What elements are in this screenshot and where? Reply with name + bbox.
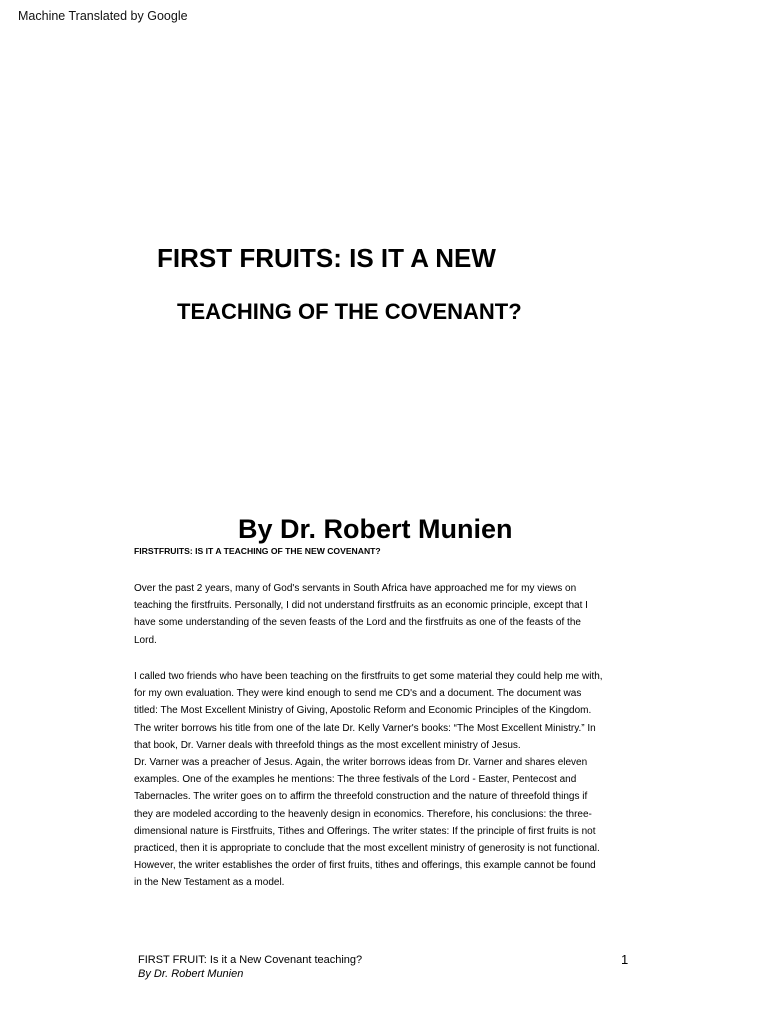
paragraph-line: The writer borrows his title from one of the late Dr. Kelly Varner's books: “The Most Excellent Ministry.” In xyxy=(134,722,596,734)
machine-translation-banner: Machine Translated by Google xyxy=(18,9,188,23)
document-title-line-2: TEACHING OF THE COVENANT? xyxy=(177,299,522,324)
document-subheading: FIRSTFRUITS: IS IT A TEACHING OF THE NEW COVENANT? xyxy=(134,546,381,556)
footer-author: By Dr. Robert Munien xyxy=(138,968,244,980)
paragraph-line: have some understanding of the seven feasts of the Lord and the firstfruits as one of the feasts of the xyxy=(134,617,581,629)
paragraph-line: Over the past 2 years, many of God's servants in South Africa have approached me for my views on xyxy=(134,583,577,594)
document-title-line-1: FIRST FRUITS: IS IT A NEW xyxy=(157,243,496,273)
paragraph-line: practiced, then it is appropriate to conclude that the most excellent ministry of generosity is not functional. xyxy=(134,843,600,855)
footer-title: FIRST FRUIT: Is it a New Covenant teaching? xyxy=(138,954,363,966)
paragraph-2 xyxy=(134,668,638,892)
paragraph-line: titled: The Most Excellent Ministry of Giving, Apostolic Reform and Economic Principles of the Kingdom. xyxy=(134,705,592,717)
paragraph-line: they are modeled according to the heavenly design in economics. Therefore, his conclusions: the three- xyxy=(134,808,592,820)
paragraph-line: I called two friends who have been teaching on the firstfruits to get some material they could help me with, xyxy=(134,671,603,682)
paragraph-line: Lord. xyxy=(134,634,157,646)
paragraph-line: Tabernacles. The writer goes on to affirm the threefold construction and the nature of threefold things if xyxy=(134,791,588,803)
paragraph-line: that book, Dr. Varner deals with threefold things as the most excellent ministry of Jesus. xyxy=(134,739,521,751)
paragraph-line: teaching the firstfruits. Personally, I did not understand firstfruits as an economic principle, except that I xyxy=(134,600,588,612)
paragraph-line: However, the writer establishes the order of first fruits, tithes and offerings, this example cannot be found xyxy=(134,860,596,872)
paragraph-1 xyxy=(134,580,638,649)
document-author: By Dr. Robert Munien xyxy=(238,514,513,544)
page-number: 1 xyxy=(621,952,629,967)
paragraph-line: dimensional nature is Firstfruits, Tithes and Offerings. The writer states: If the principle of first fruits is not xyxy=(134,825,596,837)
paragraph-line: in the New Testament as a model. xyxy=(134,877,285,889)
paragraph-line: examples. One of the examples he mentions: The three festivals of the Lord - Easter, Pentecost and xyxy=(134,774,577,786)
paragraph-line: for my own evaluation. They were kind enough to send me CD's and a document. The document was xyxy=(134,688,582,700)
paragraph-line: Dr. Varner was a preacher of Jesus. Again, the writer borrows ideas from Dr. Varner and shares eleven xyxy=(134,757,588,769)
